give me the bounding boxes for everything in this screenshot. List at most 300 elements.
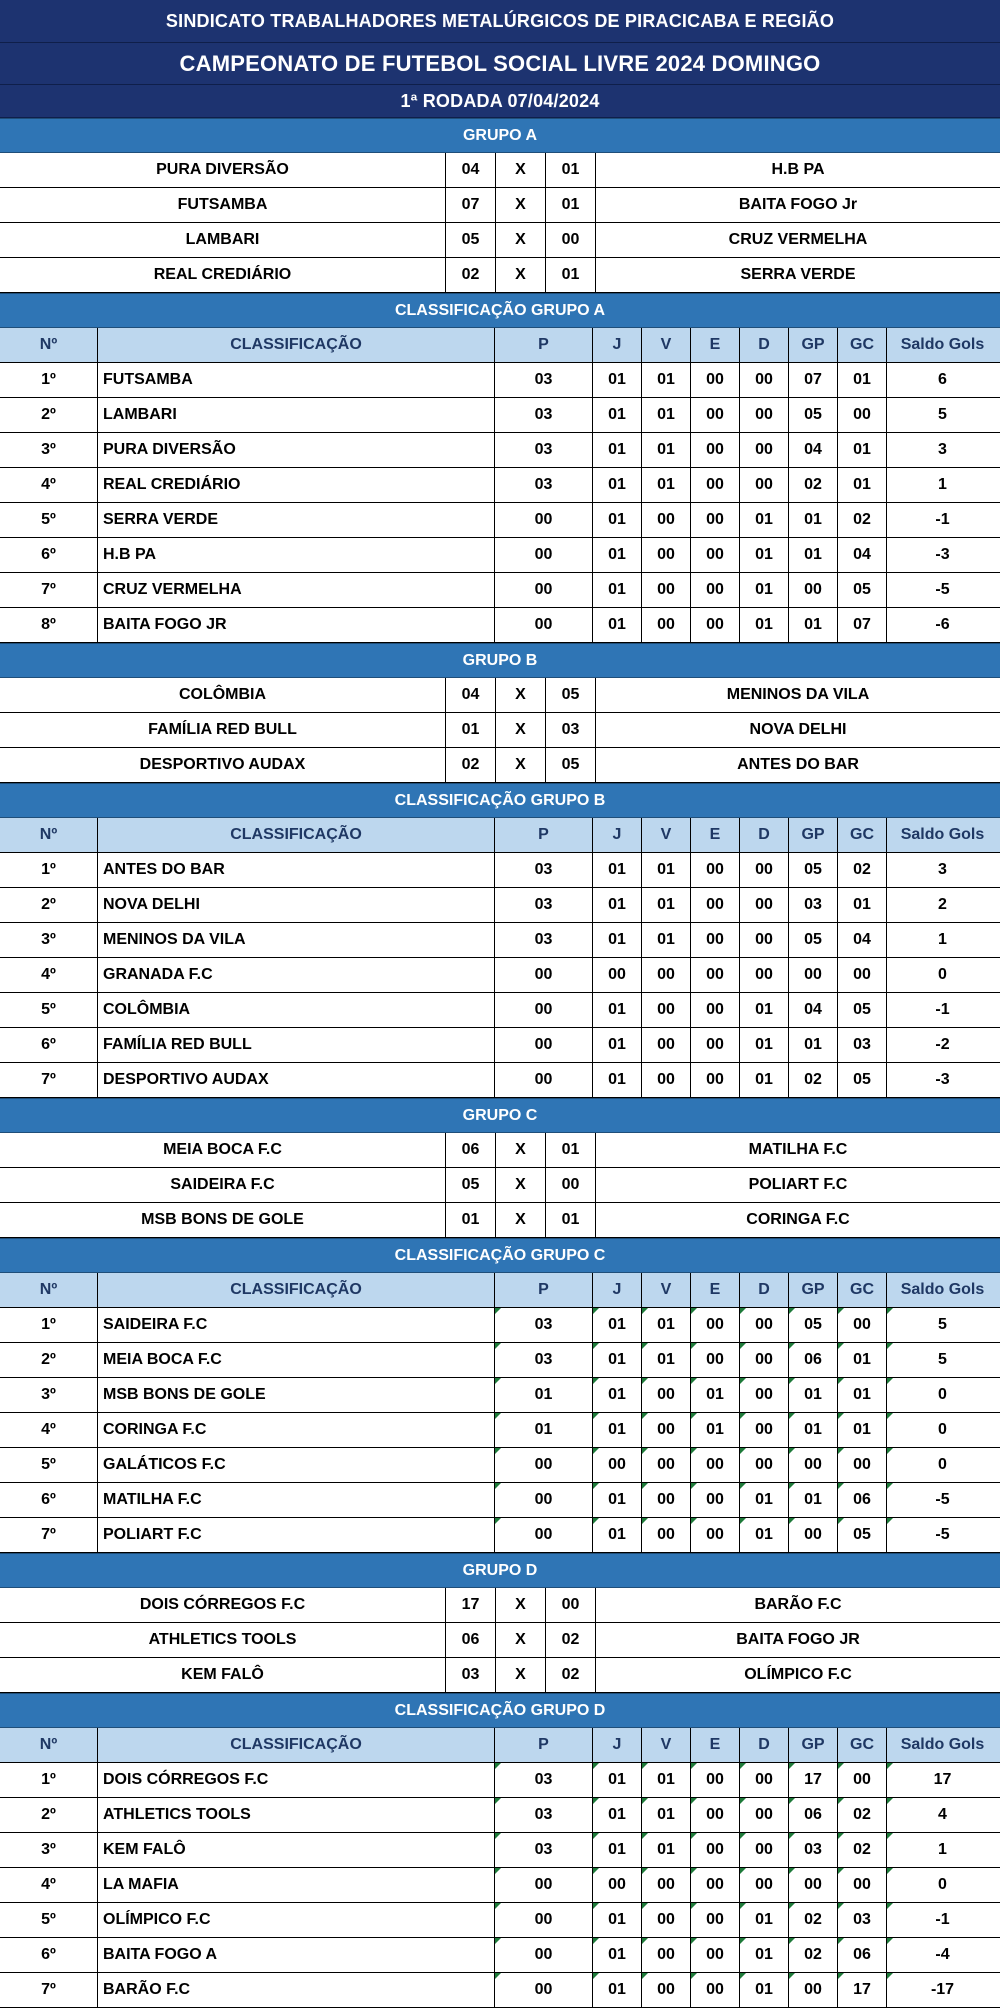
standings-row [0,1343,1000,1378]
played: 00 [593,1868,642,1902]
home-team: KEM FALÔ [0,1658,446,1692]
versus-mark: X [496,713,546,747]
played: 01 [593,1343,642,1377]
goals-against: 02 [838,853,887,887]
team-name: KEM FALÔ [98,1833,495,1867]
losses: 01 [740,1973,789,2007]
away-score: 02 [546,1623,596,1657]
played: 00 [593,958,642,992]
column-header: GP [789,818,838,852]
position: 1º [0,1308,98,1342]
team-name: POLIART F.C [98,1518,495,1552]
column-header: P [495,818,593,852]
goal-difference: 0 [938,966,947,983]
goals-against: 05 [838,573,887,607]
played: 01 [593,1973,642,2007]
wins: 01 [642,433,691,467]
losses: 00 [740,958,789,992]
away-score: 02 [546,1658,596,1692]
home-team: FAMÍLIA RED BULL [0,713,446,747]
away-score: 00 [546,1588,596,1622]
goals-for: 05 [789,1308,838,1342]
away-score: 01 [546,1133,596,1167]
points: 00 [495,1448,593,1482]
column-header: V [642,1728,691,1762]
draws: 00 [691,1973,740,2007]
away-score: 05 [546,748,596,782]
versus-mark: X [496,678,546,712]
team-name: NOVA DELHI [98,888,495,922]
versus-mark: X [496,258,546,292]
column-header: Saldo Gols [900,336,985,353]
wins: 00 [642,573,691,607]
team-name: CRUZ VERMELHA [98,573,495,607]
versus-mark: X [496,153,546,187]
wins: 01 [642,1763,691,1797]
goal-difference: -3 [935,546,950,563]
away-team: BAITA FOGO Jr [738,196,858,213]
match-row [0,1588,1000,1623]
draws: 00 [691,923,740,957]
standings-row [0,923,1000,958]
points: 00 [495,1028,593,1062]
goals-against: 01 [838,468,887,502]
standings-row [0,958,1000,993]
goal-difference: 0 [887,1868,998,1902]
team-name: BARÃO F.C [98,1973,495,2007]
losses: 01 [740,993,789,1027]
draws: 00 [691,958,740,992]
away-team: ANTES DO BAR [737,756,859,773]
away-score: 01 [546,258,596,292]
played: 01 [593,433,642,467]
wins: 00 [642,1448,691,1482]
team-name: ATHLETICS TOOLS [98,1798,495,1832]
played: 01 [593,398,642,432]
played: 01 [593,1483,642,1517]
goal-difference: 1 [938,931,947,948]
team-name: DOIS CÓRREGOS F.C [98,1763,495,1797]
goal-difference: -1 [887,1903,998,1937]
draws: 00 [691,398,740,432]
position: 6º [0,1938,98,1972]
played: 01 [593,1798,642,1832]
home-score: 04 [446,153,496,187]
goals-against: 01 [838,1413,887,1447]
position: 5º [0,993,98,1027]
position: 7º [0,1973,98,2007]
position: 3º [0,1833,98,1867]
points: 00 [495,1518,593,1552]
away-team: H.B PA [771,161,825,178]
column-header: CLASSIFICAÇÃO [98,818,495,852]
team-name: MENINOS DA VILA [98,923,495,957]
match-row [0,258,1000,293]
points: 01 [495,1378,593,1412]
goals-against: 01 [838,1343,887,1377]
losses: 00 [740,1343,789,1377]
home-score: 04 [446,678,496,712]
classification-title: CLASSIFICAÇÃO GRUPO C [0,1238,1000,1273]
losses: 00 [740,1308,789,1342]
away-team: OLÍMPICO F.C [744,1666,852,1683]
team-name: H.B PA [98,538,495,572]
position: 4º [0,958,98,992]
goal-difference: -2 [935,1036,950,1053]
goals-for: 02 [789,1063,838,1097]
draws: 00 [691,503,740,537]
losses: 01 [740,573,789,607]
goals-against: 07 [838,608,887,642]
goals-for: 01 [789,1413,838,1447]
position: 3º [0,923,98,957]
played: 01 [593,503,642,537]
played: 01 [593,888,642,922]
goals-against: 02 [838,1833,887,1867]
goals-against: 00 [838,1763,887,1797]
wins: 00 [642,993,691,1027]
goal-difference: -5 [935,581,950,598]
losses: 00 [740,1833,789,1867]
home-team: COLÔMBIA [0,678,446,712]
column-header: E [691,328,740,362]
goals-for: 00 [789,1973,838,2007]
goals-against: 01 [838,363,887,397]
losses: 00 [740,1378,789,1412]
home-score: 17 [446,1588,496,1622]
home-score: 06 [446,1133,496,1167]
draws: 00 [691,1833,740,1867]
played: 01 [593,1028,642,1062]
wins: 00 [642,608,691,642]
standings-row [0,1413,1000,1448]
team-name: FUTSAMBA [98,363,495,397]
position: 4º [0,468,98,502]
wins: 00 [642,538,691,572]
away-score: 05 [546,678,596,712]
team-name: OLÍMPICO F.C [98,1903,495,1937]
draws: 00 [691,1798,740,1832]
played: 01 [593,923,642,957]
points: 03 [495,363,593,397]
played: 01 [593,1378,642,1412]
draws: 00 [691,538,740,572]
position: 8º [0,608,98,642]
home-score: 05 [446,223,496,257]
wins: 00 [642,1518,691,1552]
draws: 00 [691,608,740,642]
wins: 01 [642,468,691,502]
standings-header [0,328,1000,363]
position: 6º [0,1028,98,1062]
wins: 00 [642,1063,691,1097]
goals-for: 06 [789,1343,838,1377]
goal-difference: 5 [938,406,947,423]
points: 00 [495,1973,593,2007]
draws: 00 [691,853,740,887]
match-row [0,748,1000,783]
played: 01 [593,608,642,642]
team-name: BAITA FOGO JR [98,608,495,642]
goals-against: 01 [838,888,887,922]
team-name: MATILHA F.C [98,1483,495,1517]
goals-for: 01 [789,503,838,537]
goals-against: 00 [838,958,887,992]
versus-mark: X [496,1623,546,1657]
points: 00 [495,608,593,642]
round-title: 1ª RODADA 07/04/2024 [0,85,1000,118]
team-name: MSB BONS DE GOLE [98,1378,495,1412]
column-header: GP [789,1273,838,1307]
column-header: J [593,1273,642,1307]
losses: 00 [740,1798,789,1832]
team-name: LAMBARI [98,398,495,432]
goals-for: 00 [789,573,838,607]
wins: 00 [642,1028,691,1062]
draws: 00 [691,1028,740,1062]
home-team: ATHLETICS TOOLS [0,1623,446,1657]
points: 00 [495,538,593,572]
points: 03 [495,1308,593,1342]
wins: 01 [642,923,691,957]
column-header: P [495,1273,593,1307]
losses: 01 [740,1483,789,1517]
team-name: SERRA VERDE [98,503,495,537]
wins: 01 [642,1798,691,1832]
points: 00 [495,1483,593,1517]
goals-against: 02 [838,503,887,537]
column-header: Saldo Gols [900,1281,985,1298]
groups-container [0,118,1000,2008]
points: 00 [495,958,593,992]
wins: 01 [642,398,691,432]
goals-for: 01 [789,1028,838,1062]
goals-for: 01 [789,538,838,572]
goals-against: 05 [838,1063,887,1097]
standings-row [0,468,1000,503]
standings-row [0,1308,1000,1343]
points: 03 [495,398,593,432]
points: 03 [495,853,593,887]
goals-against: 05 [838,1518,887,1552]
column-header: CLASSIFICAÇÃO [98,328,495,362]
position: 7º [0,573,98,607]
column-header: D [740,818,789,852]
played: 01 [593,1833,642,1867]
column-header: E [691,818,740,852]
home-score: 06 [446,1623,496,1657]
goal-difference: 3 [938,861,947,878]
position: 3º [0,1378,98,1412]
versus-mark: X [496,188,546,222]
position: 5º [0,503,98,537]
draws: 01 [691,1413,740,1447]
standings-row [0,608,1000,643]
team-name: PURA DIVERSÃO [98,433,495,467]
position: 2º [0,1798,98,1832]
classification-title: CLASSIFICAÇÃO GRUPO A [0,293,1000,328]
draws: 00 [691,993,740,1027]
wins: 00 [642,1483,691,1517]
played: 01 [593,1308,642,1342]
away-score: 00 [546,1168,596,1202]
wins: 00 [642,1868,691,1902]
points: 03 [495,433,593,467]
goals-for: 05 [789,923,838,957]
team-name: COLÔMBIA [98,993,495,1027]
played: 00 [593,1448,642,1482]
goals-against: 06 [838,1938,887,1972]
versus-mark: X [496,1168,546,1202]
points: 00 [495,1868,593,1902]
home-team: SAIDEIRA F.C [0,1168,446,1202]
goal-difference: -4 [887,1938,998,1972]
column-header: Nº [0,818,98,852]
versus-mark: X [496,1133,546,1167]
standings-header [0,1273,1000,1308]
standings-row [0,398,1000,433]
away-team: CRUZ VERMELHA [728,231,868,248]
goal-difference: 0 [887,1378,998,1412]
column-header: J [593,1728,642,1762]
column-header: Nº [0,1728,98,1762]
goals-against: 17 [838,1973,887,2007]
team-name: GALÁTICOS F.C [98,1448,495,1482]
column-header: V [642,328,691,362]
losses: 00 [740,433,789,467]
away-team: NOVA DELHI [749,721,847,738]
draws: 00 [691,1763,740,1797]
played: 01 [593,1063,642,1097]
points: 03 [495,1798,593,1832]
home-team: DESPORTIVO AUDAX [0,748,446,782]
column-header: GC [838,1273,887,1307]
position: 2º [0,398,98,432]
wins: 00 [642,1413,691,1447]
position: 3º [0,433,98,467]
draws: 00 [691,468,740,502]
home-score: 01 [446,713,496,747]
position: 5º [0,1903,98,1937]
versus-mark: X [496,748,546,782]
standings-row [0,1378,1000,1413]
goals-against: 00 [838,1448,887,1482]
wins: 00 [642,1903,691,1937]
points: 00 [495,993,593,1027]
team-name: REAL CREDIÁRIO [98,468,495,502]
match-row [0,678,1000,713]
away-team: POLIART F.C [748,1176,848,1193]
draws: 00 [691,1903,740,1937]
goals-against: 03 [838,1903,887,1937]
team-name: ANTES DO BAR [98,853,495,887]
standings-row [0,433,1000,468]
played: 01 [593,1903,642,1937]
draws: 00 [691,573,740,607]
wins: 00 [642,1378,691,1412]
away-team: BAITA FOGO JR [736,1631,860,1648]
goals-for: 01 [789,1378,838,1412]
draws: 00 [691,1063,740,1097]
column-header: P [495,1728,593,1762]
wins: 01 [642,1308,691,1342]
column-header: Nº [0,328,98,362]
standings-row [0,1798,1000,1833]
match-row [0,153,1000,188]
goals-for: 06 [789,1798,838,1832]
wins: 01 [642,853,691,887]
column-header: E [691,1728,740,1762]
home-team: MEIA BOCA F.C [0,1133,446,1167]
draws: 00 [691,1343,740,1377]
team-name: CORINGA F.C [98,1413,495,1447]
draws: 00 [691,1518,740,1552]
standings-row [0,1868,1000,1903]
goal-difference: -5 [887,1518,998,1552]
match-row [0,1203,1000,1238]
versus-mark: X [496,1203,546,1237]
points: 00 [495,1063,593,1097]
column-header: V [642,818,691,852]
losses: 00 [740,398,789,432]
goal-difference: 6 [938,371,947,388]
draws: 00 [691,433,740,467]
draws: 00 [691,1308,740,1342]
away-team: BARÃO F.C [754,1596,842,1613]
wins: 00 [642,1938,691,1972]
points: 00 [495,1903,593,1937]
goal-difference: -1 [935,511,950,528]
column-header: V [642,1273,691,1307]
losses: 00 [740,1868,789,1902]
draws: 00 [691,1448,740,1482]
losses: 00 [740,363,789,397]
draws: 00 [691,1938,740,1972]
goals-for: 04 [789,993,838,1027]
standings-row [0,1833,1000,1868]
goal-difference: 1 [887,1833,998,1867]
versus-mark: X [496,1588,546,1622]
column-header: CLASSIFICAÇÃO [98,1728,495,1762]
goals-against: 03 [838,1028,887,1062]
points: 03 [495,1833,593,1867]
wins: 00 [642,1973,691,2007]
column-header: Saldo Gols [900,1736,985,1753]
points: 00 [495,1938,593,1972]
goals-against: 05 [838,993,887,1027]
losses: 01 [740,1028,789,1062]
home-team: PURA DIVERSÃO [0,153,446,187]
goal-difference: -5 [887,1483,998,1517]
draws: 01 [691,1378,740,1412]
home-score: 05 [446,1168,496,1202]
away-score: 03 [546,713,596,747]
home-score: 02 [446,258,496,292]
goals-for: 05 [789,398,838,432]
goals-for: 00 [789,1868,838,1902]
points: 03 [495,1763,593,1797]
team-name: BAITA FOGO A [98,1938,495,1972]
column-header: P [495,328,593,362]
goals-for: 02 [789,1903,838,1937]
goals-for: 17 [789,1763,838,1797]
losses: 01 [740,538,789,572]
goal-difference: 4 [887,1798,998,1832]
draws: 00 [691,888,740,922]
column-header: GP [789,1728,838,1762]
position: 2º [0,888,98,922]
points: 00 [495,503,593,537]
